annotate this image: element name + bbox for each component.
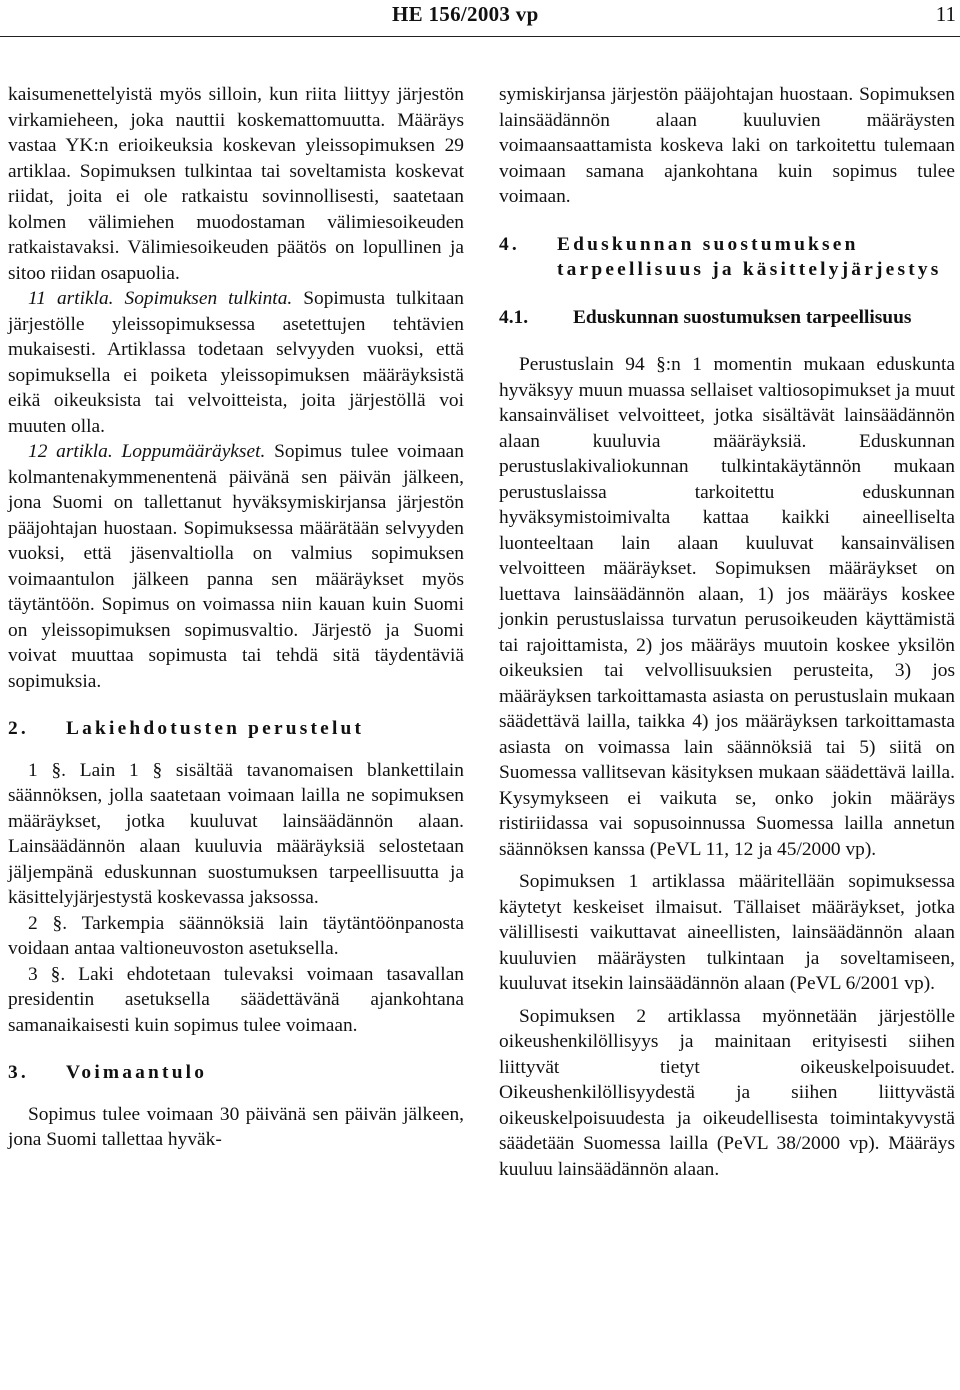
paragraph-perustuslaki: Perustuslain 94 §:n 1 momentin mukaan eduskunta hyväksyy muun muassa sellaiset valtiosopimukset ja muut kansainväliset velvoitteet, jotka sisältävät lainsäädännön alaan kuuluvia määräyksiä. Eduskunnan perustuslakivaliokunnan tulkintakäytännön mukaan perustuslaissa tarkoitettu eduskunnan hyväksymistoimivalta kattaa kaikki aineelliselta luonteeltaan lain alaan kuuluvat kansainvälisen velvoitteen määräykset. Sopimuksen määräykset on luettava lainsäädännön alaan, 1) jos määräys koskee jonkin perustuslaissa turvatun perusoikeuden käyttämistä tai rajoittamista, 2) jos määräys muutoin koskee yksilön oikeuksien tai velvollisuuksien perusteita, 3) jos määräyksen tarkoittamasta asiasta on perustuslain mukaan säädettävä lailla, taikka 4) jos määräyksen tarkoittamasta asiasta on voimassa lain säännöksiä tai 5) siitä on Suomessa vallitsevan käsityksen mukaan säädettävä lailla. Kysymykseen ei vaikuta se, onko jokin määräys ristiriidassa vai sopusoinnussa Suomessa lailla annetun säännöksen kanssa (PeVL 11, 12 ja 45/2000 vp).	[499, 354, 955, 860]
section-4-number: 4.	[499, 233, 520, 255]
paragraph-voimaantulo: Sopimus tulee voimaan 30 päivänä sen päivän jälkeen, jona Suomi tallettaa hyväk-	[8, 1103, 464, 1150]
paragraph-hyvaksymiskirja: symiskirjansa järjestön pääjohtajan huostaan. Sopimuksen lainsäädännön alaan kuuluvien määräysten voimaansaattamista koskeva laki on tarkoitettu tulemaan voimaan samana ajankohtana kuin sopimus tulee voimaan.	[499, 84, 955, 207]
article-12-text: Sopimus tulee voimaan kolmantenakymmenentenä päivänä sen päivän jälkeen, jona Suomi on tallettanut hyväksymiskirjansa järjestön pääjohtajan huostaan. Sopimuksessa määrätään selvyyden vuoksi, että jäsenvaltiolla on valmius sopimuksen voimaantulon jälkeen panna sen määräykset myös täytäntöön. Sopimus on voimassa niin kauan kuin Suomi on yleissopimuksen sopimusvaltio. Järjestö ja Suomi voivat muuttaa sopimusta tai tehdä sitä täydentäviä sopimuksia.	[8, 441, 464, 692]
article-11-heading: 11 artikla. Sopimuksen tulkinta.	[28, 288, 293, 309]
paragraph-riidat: kaisumenettelyistä myös silloin, kun riita liittyy järjestön virkamieheen, joka nauttii koskemattomuutta. Määräys vastaa YK:n erioikeuksia koskevan yleissopimuksen 29 artiklaa. Sopimuksen tulkintaa tai soveltamista koskevat riidat, joita ei ole ratkaistu sovinnollisesti, saatetaan kolmen välimiehen muodostaman välimiesoikeuden ratkaistavaksi. Välimiesoikeuden päätös on lopullinen ja sitoo riidan osapuolia.	[8, 84, 464, 284]
article-11-text: Sopimusta tulkitaan järjestölle yleissopimuksessa asetettujen tehtävien mukaisesti. Artiklassa todetaan selvyyden vuoksi, että sopimuksella ei poiketa yleissopimuksen määräyksistä eikä oikeuksista tai velvoitteista, joita järjestöllä voi muuten olla.	[8, 288, 464, 437]
section-3-number: 3.	[8, 1062, 29, 1083]
page-number: 11	[935, 2, 956, 26]
section-4-1-title: Eduskunnan suostumuksen tarpeellisuus	[573, 306, 912, 328]
paragraph-2-artikla: Sopimuksen 2 artiklassa myönnetään järjestölle oikeushenkilöllisyys ja mainitaan erityisesti siihen liittyvät tietyt oikeuskelpoisuudet. Oikeushenkilöllisyydestä ja siihen liittyvästä oikeuskelpoisuudesta ja oikeudellisesta toimintakyvystä säädetään Suomessa lailla (PeVL 38/2000 vp). Määräys kuuluu lainsäädännön alaan.	[499, 1005, 955, 1180]
section-heading-4-1	[499, 305, 955, 331]
section-2-title: Lakiehdotusten perustelut	[66, 718, 365, 739]
paragraph-12-artikla	[8, 439, 464, 694]
article-12-heading: 12 artikla. Loppumääräykset.	[28, 441, 266, 462]
section-2-number: 2.	[8, 718, 29, 739]
section-4-1-number: 4.1.	[499, 306, 529, 328]
page-header	[0, 0, 960, 30]
paragraph-2-pykala: 2 §. Tarkempia säännöksiä lain täytäntöönpanosta voidaan antaa valtioneuvoston asetuksella.	[8, 912, 464, 959]
header-rule	[0, 36, 960, 37]
section-3-title: Voimaantulo	[66, 1062, 208, 1083]
section-heading-4	[499, 232, 955, 283]
paragraph-11-artikla	[8, 286, 464, 439]
section-4-title: Eduskunnan suostumuksen tarpeellisuus ja käsittelyjärjestys	[557, 233, 942, 280]
section-heading-3	[8, 1060, 464, 1086]
section-heading-2	[8, 716, 464, 742]
paragraph-1-pykala: 1 §. Lain 1 § sisältää tavanomaisen blankettilain säännöksen, jolla saatetaan voimaan lailla ne sopimuksen määräykset, jotka kuuluvat lainsäädännön alaan. Lainsäädännön alaan kuuluvia määräyksiä selostetaan jäljempänä eduskunnan suostumuksen tarpeellisuutta ja käsittelyjärjestystä koskevassa jaksossa.	[8, 759, 464, 908]
right-column	[499, 82, 955, 1182]
document-id: HE 156/2003 vp	[392, 2, 539, 26]
paragraph-1-artikla: Sopimuksen 1 artiklassa määritellään sopimuksessa käytetyt keskeiset ilmaisut. Tällaiset määräykset, jotka välillisesti vaikuttavat aineellisten, lainsäädännön alaan kuuluvien määräysten tulkintaan ja soveltamiseen, kuuluvat itsekin lainsäädännön alaan (PeVL 6/2001 vp).	[499, 871, 955, 994]
left-column	[8, 82, 464, 1153]
paragraph-3-pykala: 3 §. Laki ehdotetaan tulevaksi voimaan tasavallan presidentin asetuksella säädettävänä ajankohtana samanaikaisesti kuin sopimus tulee voimaan.	[8, 963, 464, 1036]
